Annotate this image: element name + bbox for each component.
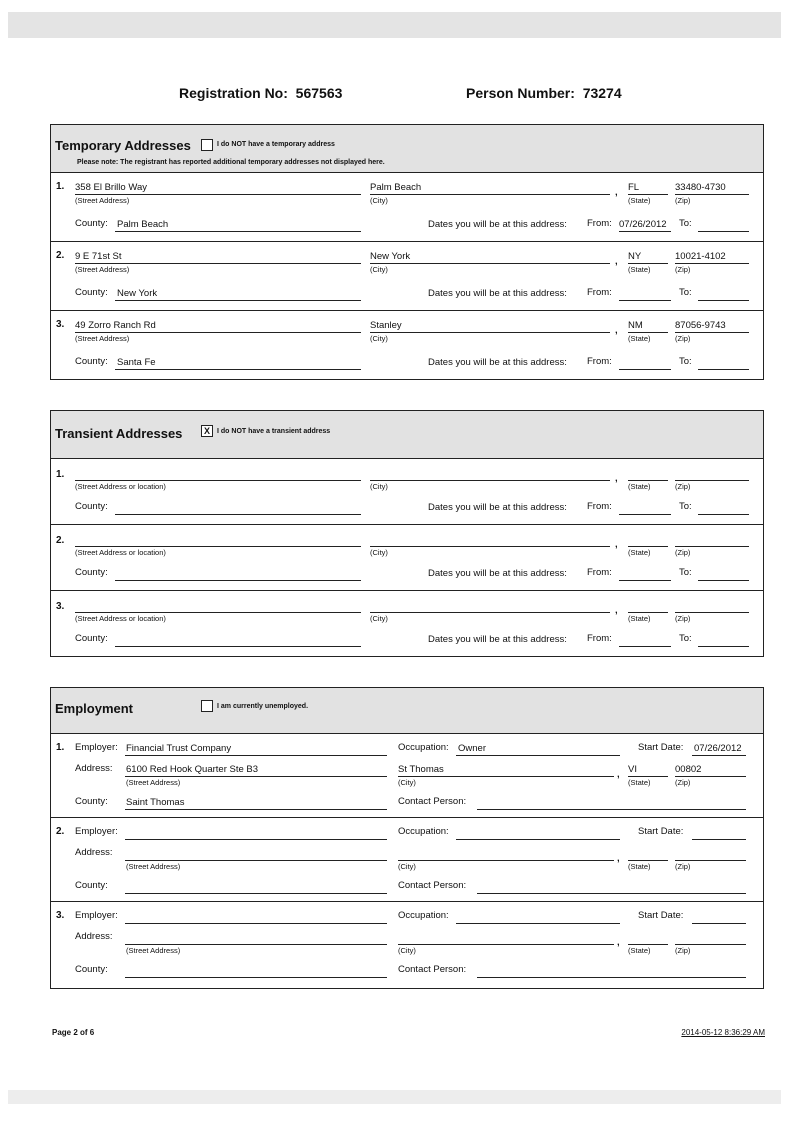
- county-label: County:: [75, 796, 108, 807]
- state-caption: (State): [628, 862, 651, 871]
- county-value[interactable]: Santa Fe: [117, 357, 156, 368]
- to-label: To:: [679, 287, 692, 298]
- street-value[interactable]: 9 E 71st St: [75, 251, 122, 262]
- employer-line: [125, 923, 387, 924]
- employer-label: Employer:: [75, 742, 118, 753]
- state-line: [628, 546, 668, 547]
- contact-person-line: [477, 809, 746, 810]
- entry-number: 2.: [56, 250, 65, 261]
- comma: ,: [617, 937, 620, 948]
- state-value[interactable]: VI: [628, 764, 637, 775]
- employer-line: [125, 839, 387, 840]
- state-line: [628, 944, 668, 945]
- entry-number: 1.: [56, 181, 65, 192]
- comma: ,: [615, 325, 618, 336]
- transient-address-row: [51, 525, 763, 591]
- street-line: [125, 860, 387, 861]
- zip-value[interactable]: 33480-4730: [675, 182, 726, 193]
- to-line: [698, 646, 749, 647]
- zip-value[interactable]: 10021-4102: [675, 251, 726, 262]
- comma: ,: [617, 769, 620, 780]
- comma: ,: [615, 539, 618, 550]
- state-line: [628, 194, 668, 195]
- street-caption: (Street Address): [126, 778, 181, 787]
- county-label: County:: [75, 880, 108, 891]
- county-line: [115, 514, 361, 515]
- state-caption: (State): [628, 196, 651, 205]
- state-line: [628, 332, 668, 333]
- city-caption: (City): [370, 196, 388, 205]
- unemployed-checkbox[interactable]: [201, 700, 213, 712]
- zip-line: [675, 263, 749, 264]
- occupation-label: Occupation:: [398, 826, 449, 837]
- occupation-line: [456, 839, 620, 840]
- city-caption: (City): [370, 265, 388, 274]
- dates-phrase: Dates you will be at this address:: [428, 288, 567, 299]
- street-line: [75, 612, 361, 613]
- city-value[interactable]: New York: [370, 251, 411, 262]
- start-date-line: [692, 755, 746, 756]
- comma: ,: [615, 473, 618, 484]
- entry-number: 2.: [56, 535, 65, 546]
- street-caption: (Street Address): [75, 334, 130, 343]
- employment-row: [51, 902, 763, 986]
- comma: ,: [615, 605, 618, 616]
- page-indicator: Page 2 of 6: [52, 1028, 95, 1037]
- street-caption: (Street Address): [126, 862, 181, 871]
- street-value[interactable]: 49 Zorro Ranch Rd: [75, 320, 156, 331]
- state-caption: (State): [628, 548, 651, 557]
- from-label: From:: [587, 501, 612, 512]
- city-line: [370, 332, 610, 333]
- temporary-note: Please note: The registrant has reported additional temporary addresses not displayed here.: [77, 159, 385, 166]
- employer-line: [125, 755, 387, 756]
- scan-edge-bottom: [8, 1090, 781, 1104]
- employment-row: [51, 818, 763, 902]
- to-line: [698, 580, 749, 581]
- county-line: [125, 977, 387, 978]
- county-label: County:: [75, 287, 108, 298]
- street-line: [75, 332, 361, 333]
- temporary-address-row: [51, 173, 763, 242]
- start-date-value[interactable]: 07/26/2012: [694, 743, 742, 754]
- street-line: [75, 194, 361, 195]
- zip-line: [675, 332, 749, 333]
- county-label: County:: [75, 567, 108, 578]
- state-line: [628, 480, 668, 481]
- street-caption: (Street Address): [75, 196, 130, 205]
- from-label: From:: [587, 567, 612, 578]
- city-caption: (City): [370, 334, 388, 343]
- person-label: Person Number:: [466, 85, 575, 101]
- to-line: [698, 231, 749, 232]
- street-caption: (Street Address): [75, 265, 130, 274]
- from-line: [619, 369, 671, 370]
- county-line: [125, 893, 387, 894]
- occupation-line: [456, 755, 620, 756]
- state-line: [628, 860, 668, 861]
- entry-number: 3.: [56, 910, 65, 921]
- zip-value[interactable]: 00802: [675, 764, 702, 775]
- employment-header: [51, 688, 763, 734]
- zip-caption: (Zip): [675, 334, 691, 343]
- no-temporary-label: I do NOT have a temporary address: [217, 141, 335, 148]
- zip-caption: (Zip): [675, 548, 691, 557]
- contact-person-line: [477, 893, 746, 894]
- to-line: [698, 514, 749, 515]
- from-line: [619, 231, 671, 232]
- state-caption: (State): [628, 614, 651, 623]
- person-value: 73274: [582, 85, 622, 101]
- zip-line: [675, 546, 749, 547]
- city-line: [370, 546, 610, 547]
- street-line: [125, 944, 387, 945]
- transient-address-row: [51, 591, 763, 657]
- county-value[interactable]: Saint Thomas: [126, 797, 185, 808]
- transient-addresses-section: [50, 410, 764, 657]
- county-value[interactable]: New York: [117, 288, 158, 299]
- to-label: To:: [679, 218, 692, 229]
- unemployed-label: I am currently unemployed.: [217, 703, 309, 710]
- city-line: [370, 263, 610, 264]
- street-caption: (Street Address or location): [75, 482, 166, 491]
- contact-person-label: Contact Person:: [398, 796, 467, 807]
- contact-person-label: Contact Person:: [398, 880, 467, 891]
- to-label: To:: [679, 633, 692, 644]
- from-line: [619, 300, 671, 301]
- entry-number: 2.: [56, 826, 65, 837]
- from-line: [619, 580, 671, 581]
- temporary-address-row: [51, 242, 763, 311]
- state-value[interactable]: FL: [628, 182, 640, 193]
- state-line: [628, 612, 668, 613]
- contact-person-label: Contact Person:: [398, 964, 467, 975]
- county-label: County:: [75, 964, 108, 975]
- state-caption: (State): [628, 482, 651, 491]
- contact-person-line: [477, 977, 746, 978]
- zip-line: [675, 194, 749, 195]
- start-date-label: Start Date:: [638, 742, 684, 753]
- state-caption: (State): [628, 946, 651, 955]
- from-label: From:: [587, 356, 612, 367]
- no-temporary-checkbox[interactable]: [201, 139, 213, 151]
- entry-number: 1.: [56, 469, 65, 480]
- street-caption: (Street Address or location): [75, 548, 166, 557]
- employment-row: [51, 734, 763, 818]
- state-line: [628, 263, 668, 264]
- city-caption: (City): [370, 614, 388, 623]
- state-value[interactable]: NY: [628, 251, 642, 262]
- city-caption: (City): [370, 482, 388, 491]
- county-line: [115, 231, 361, 232]
- zip-line: [675, 944, 746, 945]
- city-caption: (City): [398, 862, 416, 871]
- county-line: [115, 300, 361, 301]
- registration-number: [179, 85, 342, 101]
- address-label: Address:: [75, 931, 113, 942]
- county-line: [115, 580, 361, 581]
- city-caption: (City): [398, 778, 416, 787]
- person-number: [466, 85, 622, 101]
- entry-number: 3.: [56, 601, 65, 612]
- state-value[interactable]: NM: [628, 320, 643, 331]
- transient-header: [51, 411, 763, 459]
- zip-line: [675, 612, 749, 613]
- dates-phrase: Dates you will be at this address:: [428, 568, 567, 579]
- no-transient-label: I do NOT have a transient address: [217, 428, 331, 435]
- city-value[interactable]: St Thomas: [398, 764, 444, 775]
- street-value[interactable]: 6100 Red Hook Quarter Ste B3: [126, 764, 259, 775]
- start-date-label: Start Date:: [638, 910, 684, 921]
- dates-phrase: Dates you will be at this address:: [428, 357, 567, 368]
- start-date-line: [692, 839, 746, 840]
- temporary-title: Temporary Addresses: [55, 138, 191, 153]
- city-line: [398, 860, 614, 861]
- city-line: [370, 480, 610, 481]
- zip-value[interactable]: 87056-9743: [675, 320, 726, 331]
- from-label: From:: [587, 218, 612, 229]
- to-label: To:: [679, 567, 692, 578]
- address-label: Address:: [75, 763, 113, 774]
- zip-line: [675, 480, 749, 481]
- to-line: [698, 300, 749, 301]
- start-date-label: Start Date:: [638, 826, 684, 837]
- street-line: [75, 480, 361, 481]
- transient-title: Transient Addresses: [55, 426, 183, 441]
- zip-caption: (Zip): [675, 946, 691, 955]
- from-label: From:: [587, 633, 612, 644]
- zip-caption: (Zip): [675, 614, 691, 623]
- street-line: [75, 546, 361, 547]
- employment-section: [50, 687, 764, 989]
- county-label: County:: [75, 218, 108, 229]
- print-timestamp: 2014-05-12 8:36:29 AM: [681, 1028, 765, 1037]
- from-value[interactable]: 07/26/2012: [619, 219, 667, 230]
- entry-number: 1.: [56, 742, 65, 753]
- zip-caption: (Zip): [675, 778, 691, 787]
- comma: ,: [615, 187, 618, 198]
- dates-phrase: Dates you will be at this address:: [428, 219, 567, 230]
- state-caption: (State): [628, 265, 651, 274]
- street-line: [125, 776, 387, 777]
- state-caption: (State): [628, 778, 651, 787]
- county-line: [115, 646, 361, 647]
- state-caption: (State): [628, 334, 651, 343]
- registration-label: Registration No:: [179, 85, 288, 101]
- occupation-value[interactable]: Owner: [458, 743, 486, 754]
- scan-edge-top: [8, 12, 781, 38]
- county-label: County:: [75, 633, 108, 644]
- state-line: [628, 776, 668, 777]
- zip-caption: (Zip): [675, 196, 691, 205]
- employer-value[interactable]: Financial Trust Company: [126, 743, 232, 754]
- temporary-address-row: [51, 311, 763, 380]
- to-label: To:: [679, 501, 692, 512]
- city-line: [370, 194, 610, 195]
- county-line: [115, 369, 361, 370]
- transient-address-row: [51, 459, 763, 525]
- city-line: [398, 776, 614, 777]
- occupation-line: [456, 923, 620, 924]
- city-caption: (City): [398, 946, 416, 955]
- temporary-header: [51, 125, 763, 173]
- street-caption: (Street Address): [126, 946, 181, 955]
- to-line: [698, 369, 749, 370]
- street-value[interactable]: 358 El Brillo Way: [75, 182, 147, 193]
- dates-phrase: Dates you will be at this address:: [428, 634, 567, 645]
- street-caption: (Street Address or location): [75, 614, 166, 623]
- occupation-label: Occupation:: [398, 910, 449, 921]
- street-line: [75, 263, 361, 264]
- county-label: County:: [75, 501, 108, 512]
- city-caption: (City): [370, 548, 388, 557]
- zip-caption: (Zip): [675, 265, 691, 274]
- occupation-label: Occupation:: [398, 742, 449, 753]
- zip-line: [675, 776, 746, 777]
- registration-value: 567563: [295, 85, 343, 101]
- city-value[interactable]: Palm Beach: [370, 182, 422, 193]
- zip-line: [675, 860, 746, 861]
- temporary-addresses-section: [50, 124, 764, 380]
- no-transient-checkbox[interactable]: X: [201, 425, 213, 437]
- address-label: Address:: [75, 847, 113, 858]
- to-label: To:: [679, 356, 692, 367]
- employer-label: Employer:: [75, 826, 118, 837]
- employer-label: Employer:: [75, 910, 118, 921]
- city-value[interactable]: Stanley: [370, 320, 402, 331]
- from-label: From:: [587, 287, 612, 298]
- city-line: [398, 944, 614, 945]
- county-line: [125, 809, 387, 810]
- from-line: [619, 514, 671, 515]
- comma: ,: [615, 256, 618, 267]
- zip-caption: (Zip): [675, 482, 691, 491]
- city-line: [370, 612, 610, 613]
- zip-caption: (Zip): [675, 862, 691, 871]
- dates-phrase: Dates you will be at this address:: [428, 502, 567, 513]
- county-label: County:: [75, 356, 108, 367]
- entry-number: 3.: [56, 319, 65, 330]
- start-date-line: [692, 923, 746, 924]
- employment-title: Employment: [55, 701, 134, 716]
- county-value[interactable]: Palm Beach: [117, 219, 169, 230]
- comma: ,: [617, 853, 620, 864]
- from-line: [619, 646, 671, 647]
